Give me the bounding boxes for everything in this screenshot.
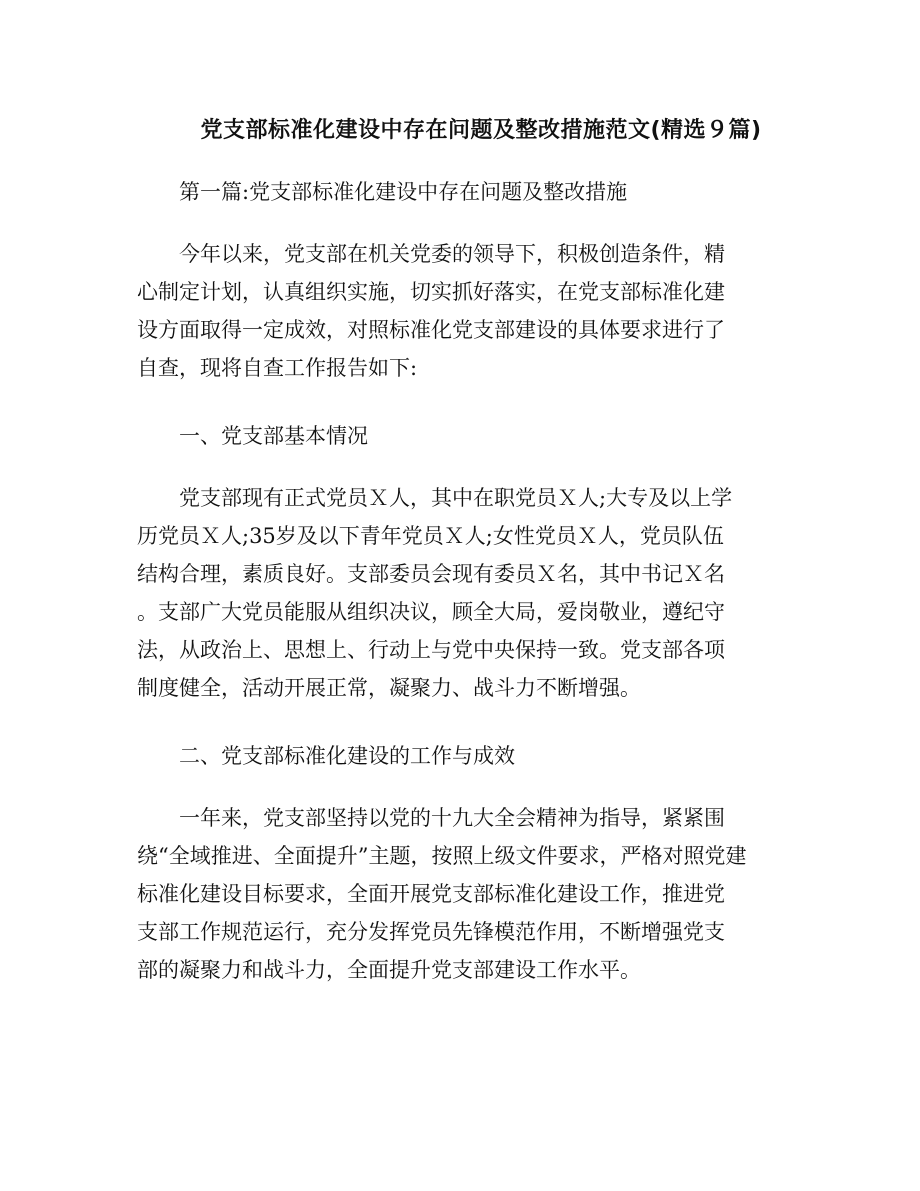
text-line: 标准化建设目标要求，全面开展党支部标准化建设工作，推进党 — [137, 882, 725, 906]
text-line: 心制定计划，认真组织实施，切实抓好落实，在党支部标准化建 — [137, 280, 725, 304]
text-line: 法，从政治上、思想上、行动上与党中央保持一致。党支部各项 — [137, 638, 725, 662]
text-line: 今年以来，党支部在机关党委的领导下，积极创造条件，精 — [179, 242, 725, 266]
text-line: 结构合理，素质良好。支部委员会现有委员Ｘ名，其中书记Ｘ名 — [137, 562, 725, 586]
chapter-heading: 第一篇:党支部标准化建设中存在问题及整改措施 — [179, 180, 628, 204]
text-line: 部的凝聚力和战斗力，全面提升党支部建设工作水平。 — [137, 958, 641, 982]
paragraph-basic-info — [137, 479, 795, 707]
section-heading-2: 二、党支部标准化建设的工作与成效 — [179, 744, 515, 768]
section-heading-1: 一、党支部基本情况 — [179, 424, 368, 448]
text-line: 党支部现有正式党员Ｘ人，其中在职党员Ｘ人;大专及以上学 — [179, 486, 733, 510]
document-body — [137, 173, 795, 989]
text-line: 。支部广大党员能服从组织决议，顾全大局，爱岗敬业，遵纪守 — [137, 600, 725, 624]
text-line: 历党员Ｘ人;35岁及以下青年党员Ｘ人;女性党员Ｘ人，党员队伍 — [137, 524, 724, 548]
text-line: 自查，现将自查工作报告如下: — [137, 356, 418, 380]
text-line: 制度健全，活动开展正常，凝聚力、战斗力不断增强。 — [137, 676, 641, 700]
paragraph-work-results — [137, 799, 795, 989]
intro-paragraph — [137, 235, 795, 387]
text-line: 设方面取得一定成效，对照标准化党支部建设的具体要求进行了 — [137, 318, 725, 342]
document-title: 党支部标准化建设中存在问题及整改措施范文(精选９篇) — [200, 118, 762, 143]
text-line: 一年来，党支部坚持以党的十九大全会精神为指导，紧紧围 — [179, 806, 725, 830]
text-line: 绕“全域推进、全面提升”主题，按照上级文件要求，严格对照党建 — [137, 844, 747, 868]
text-line: 支部工作规范运行，充分发挥党员先锋模范作用，不断增强党支 — [137, 920, 725, 944]
